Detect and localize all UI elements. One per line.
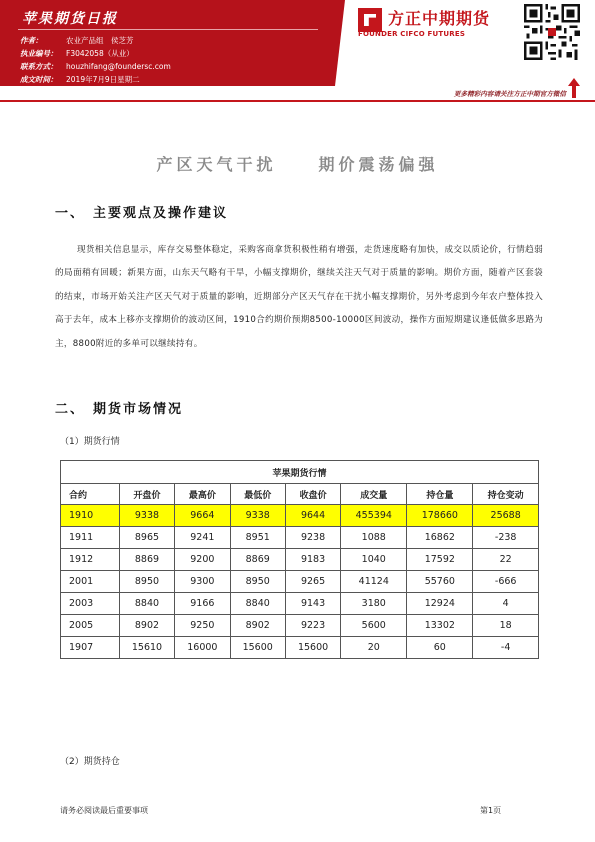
- table-cell: 9338: [230, 505, 285, 527]
- table-cell: 15600: [285, 637, 340, 659]
- table-cell: 12924: [407, 593, 473, 615]
- table-cell: 8902: [230, 615, 285, 637]
- column-header: 收盘价: [285, 484, 340, 505]
- subsection-futures-quotes: （1）期货行情: [60, 437, 120, 447]
- meta-value: houzhifang@foundersc.com: [66, 62, 171, 71]
- table-cell: 8840: [119, 593, 174, 615]
- column-header: 合约: [61, 484, 120, 505]
- section-number: 二、: [55, 402, 86, 417]
- table-cell: -4: [473, 637, 539, 659]
- meta-license: [20, 49, 134, 59]
- table-row: [61, 593, 539, 615]
- table-cell: 8965: [119, 527, 174, 549]
- table-cell: 4: [473, 593, 539, 615]
- table-cell: 1088: [341, 527, 407, 549]
- logo-english-name: FOUNDER CIFCO FUTURES: [358, 30, 466, 38]
- table-cell: 13302: [407, 615, 473, 637]
- meta-value: 农业产品组 侯芝芳: [66, 36, 134, 45]
- table-cell: 455394: [341, 505, 407, 527]
- column-header: 成交量: [341, 484, 407, 505]
- table-cell: 2005: [61, 615, 120, 637]
- logo-mark-icon: [358, 8, 382, 32]
- table-cell: 9265: [285, 571, 340, 593]
- table-caption-row: [61, 461, 539, 484]
- header-divider: [18, 29, 318, 30]
- report-header: [0, 0, 595, 105]
- table-cell: 22: [473, 549, 539, 571]
- title-part-2: 期价震荡偏强: [318, 155, 439, 174]
- section-2-heading: [55, 398, 183, 417]
- table-cell: 9664: [175, 505, 230, 527]
- qr-code-icon: [524, 4, 580, 60]
- table-cell: 9200: [175, 549, 230, 571]
- table-cell: 8950: [119, 571, 174, 593]
- table-row: [61, 527, 539, 549]
- logo-chinese-name: 方正中期期货: [388, 9, 491, 28]
- table-cell: 5600: [341, 615, 407, 637]
- table-cell: 16862: [407, 527, 473, 549]
- table-cell: 15610: [119, 637, 174, 659]
- table-cell: 9238: [285, 527, 340, 549]
- report-title: 苹果期货日报: [22, 11, 118, 27]
- meta-value: 2019年7月9日星期二: [66, 75, 140, 84]
- section-title: 期货市场情况: [93, 402, 184, 417]
- table-cell: 8950: [230, 571, 285, 593]
- table-cell: 25688: [473, 505, 539, 527]
- table-cell: 20: [341, 637, 407, 659]
- table-cell: 9223: [285, 615, 340, 637]
- up-arrow-stem: [572, 86, 576, 98]
- table-cell: 1040: [341, 549, 407, 571]
- footer-disclaimer: 请务必阅读最后重要事项: [60, 806, 148, 815]
- table-cell: 9644: [285, 505, 340, 527]
- table-cell: -238: [473, 527, 539, 549]
- table-cell: 9250: [175, 615, 230, 637]
- up-arrow-icon: [568, 78, 580, 86]
- table-row: [61, 505, 539, 527]
- slogan-bar: [290, 86, 580, 100]
- table-cell: 9166: [175, 593, 230, 615]
- meta-label: 成文时间：: [20, 75, 58, 84]
- table-cell: 8869: [119, 549, 174, 571]
- table-cell: 1910: [61, 505, 120, 527]
- table-caption: 苹果期货行情: [61, 461, 539, 484]
- table-cell: 1911: [61, 527, 120, 549]
- meta-label: 联系方式：: [20, 62, 58, 71]
- meta-contact: [20, 62, 171, 72]
- table-header-row: [61, 484, 539, 505]
- section-1-heading: [55, 202, 228, 221]
- header-banner-edge: [335, 0, 345, 86]
- table-cell: 2003: [61, 593, 120, 615]
- column-header: 开盘价: [119, 484, 174, 505]
- meta-author: [20, 36, 134, 46]
- table-cell: 8840: [230, 593, 285, 615]
- table-cell: 1912: [61, 549, 120, 571]
- table-cell: 41124: [341, 571, 407, 593]
- table-cell: 18: [473, 615, 539, 637]
- table-cell: 9143: [285, 593, 340, 615]
- table-cell: 8902: [119, 615, 174, 637]
- table-cell: 16000: [175, 637, 230, 659]
- meta-label: 执业编号：: [20, 49, 58, 58]
- subsection-futures-positions: （2）期货持仓: [60, 757, 120, 767]
- table-cell: 9338: [119, 505, 174, 527]
- wechat-slogan: 更多精彩内容请关注方正中期官方微信: [453, 90, 566, 98]
- futures-quote-table: [60, 460, 539, 659]
- meta-date: [20, 75, 140, 85]
- table-cell: 178660: [407, 505, 473, 527]
- table-row: [61, 549, 539, 571]
- column-header: 最高价: [175, 484, 230, 505]
- header-rule: [0, 100, 595, 102]
- table-row: [61, 637, 539, 659]
- table-cell: 17592: [407, 549, 473, 571]
- company-logo: [358, 6, 518, 56]
- table-cell: 1907: [61, 637, 120, 659]
- table-row: [61, 615, 539, 637]
- table-cell: 9300: [175, 571, 230, 593]
- column-header: 持仓变动: [473, 484, 539, 505]
- table-cell: -666: [473, 571, 539, 593]
- meta-value: F3042058（从业）: [66, 49, 134, 58]
- column-header: 最低价: [230, 484, 285, 505]
- table-cell: 60: [407, 637, 473, 659]
- meta-label: 作者：: [20, 36, 43, 45]
- summary-paragraph: 现货相关信息显示，库存交易整体稳定，采购客商拿货积极性稍有增强，走货速度略有加快，成交以质论价，行情趋弱的局面稍有回暖；新果方面，山东天气略有干旱，小幅支撑期价，继续关注天气对于质量的影响。期价方面，随着产区套袋的结束，市场开始关注产区天气对于质量的影响，近期部分产区天气存在干扰小幅支撑期价，另外考虑到今年农户整体投入高于去年，成本上移亦支撑期价的波动区间，1910合约期价预期8500-10000区间波动，操作方面短期建议逢低做多思路为主，8800附近的多单可以继续持有。: [55, 245, 543, 349]
- table-cell: 9183: [285, 549, 340, 571]
- table-cell: 55760: [407, 571, 473, 593]
- section-number: 一、: [55, 206, 86, 221]
- table-cell: 3180: [341, 593, 407, 615]
- table-cell: 2001: [61, 571, 120, 593]
- column-header: 持仓量: [407, 484, 473, 505]
- table-cell: 8951: [230, 527, 285, 549]
- table-cell: 9241: [175, 527, 230, 549]
- section-title: 主要观点及操作建议: [93, 206, 229, 221]
- document-title: [0, 152, 595, 175]
- table-cell: 8869: [230, 549, 285, 571]
- title-part-1: 产区天气干扰: [156, 155, 277, 174]
- table-row: [61, 571, 539, 593]
- table-cell: 15600: [230, 637, 285, 659]
- page-number: 第1页: [480, 806, 502, 815]
